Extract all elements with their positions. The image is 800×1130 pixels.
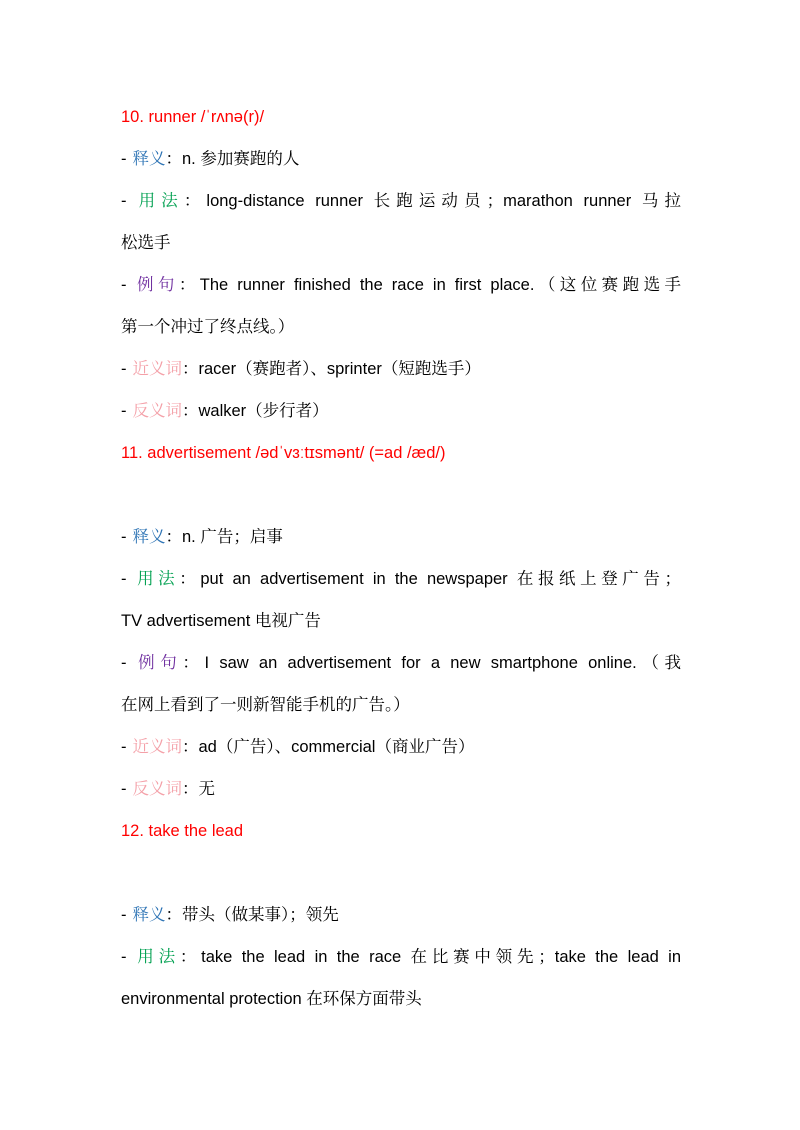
meaning-text: ：n. 广告；启事 xyxy=(165,528,283,546)
example-label: 例句 xyxy=(132,654,183,672)
bullet-dash: - xyxy=(121,738,127,756)
usage-line xyxy=(121,180,681,222)
document-page xyxy=(121,96,681,1020)
usage-label: 用法 xyxy=(132,570,180,588)
synonym-label: 近义词 xyxy=(132,738,182,756)
entry-heading: 11. advertisement /ədˈvɜːtɪsmənt/ (=ad /æd/) xyxy=(121,444,446,462)
example-line-continued: 第一个冲过了终点线。） xyxy=(121,318,295,336)
antonym-label: 反义词 xyxy=(132,402,182,420)
bullet-dash: - xyxy=(121,360,127,378)
synonym-text: ：ad（广告）、commercial（商业广告） xyxy=(182,738,475,756)
example-text: ：The runner finished the race in first place.（这位赛跑选手 xyxy=(178,276,681,294)
bullet-dash: - xyxy=(121,276,127,294)
meaning-text: ：带头（做某事）；领先 xyxy=(165,906,339,924)
entry-heading: 10. runner /ˈrʌnə(r)/ xyxy=(121,108,265,126)
antonym-line xyxy=(121,390,681,432)
synonym-label: 近义词 xyxy=(132,360,182,378)
usage-line-continued: 松选手 xyxy=(121,234,171,252)
usage-line xyxy=(121,936,681,978)
meaning-line xyxy=(121,894,681,936)
blank-line xyxy=(121,852,681,894)
bullet-dash: - xyxy=(121,780,127,798)
synonym-line xyxy=(121,348,681,390)
bullet-dash: - xyxy=(121,948,127,966)
usage-label: 用法 xyxy=(132,192,184,210)
example-line xyxy=(121,264,681,306)
example-line xyxy=(121,642,681,684)
bullet-dash: - xyxy=(121,906,127,924)
blank-line xyxy=(121,474,681,516)
bullet-dash: - xyxy=(121,570,127,588)
meaning-label: 释义 xyxy=(132,150,166,168)
meaning-line xyxy=(121,138,681,180)
meaning-text: ：n. 参加赛跑的人 xyxy=(165,150,300,168)
entry-heading: 12. take the lead xyxy=(121,822,244,840)
usage-text: ：long-distance runner 长跑运动员；marathon runner 马拉 xyxy=(183,192,681,210)
synonym-line xyxy=(121,726,681,768)
bullet-dash: - xyxy=(121,528,127,546)
bullet-dash: - xyxy=(121,402,127,420)
antonym-text: ：无 xyxy=(182,780,215,798)
antonym-text: ：walker（步行者） xyxy=(182,402,329,420)
meaning-line xyxy=(121,516,681,558)
usage-text: ：put an advertisement in the newspaper 在报纸上登广告； xyxy=(179,570,681,588)
usage-line xyxy=(121,558,681,600)
example-text: ：I saw an advertisement for a new smartphone online.（我 xyxy=(182,654,681,672)
antonym-label: 反义词 xyxy=(132,780,182,798)
usage-label: 用法 xyxy=(132,948,180,966)
example-line-continued: 在网上看到了一则新智能手机的广告。） xyxy=(121,696,410,714)
meaning-label: 释义 xyxy=(132,906,166,924)
example-label: 例句 xyxy=(132,276,179,294)
synonym-text: ：racer（赛跑者）、sprinter（短跑选手） xyxy=(182,360,481,378)
bullet-dash: - xyxy=(121,192,127,210)
usage-text: ：take the lead in the race 在比赛中领先；take the lead in xyxy=(179,948,681,966)
antonym-line xyxy=(121,768,681,810)
usage-line-continued: environmental protection 在环保方面带头 xyxy=(121,990,422,1008)
meaning-label: 释义 xyxy=(132,528,166,546)
bullet-dash: - xyxy=(121,150,127,168)
bullet-dash: - xyxy=(121,654,127,672)
usage-line-continued: TV advertisement 电视广告 xyxy=(121,612,321,630)
